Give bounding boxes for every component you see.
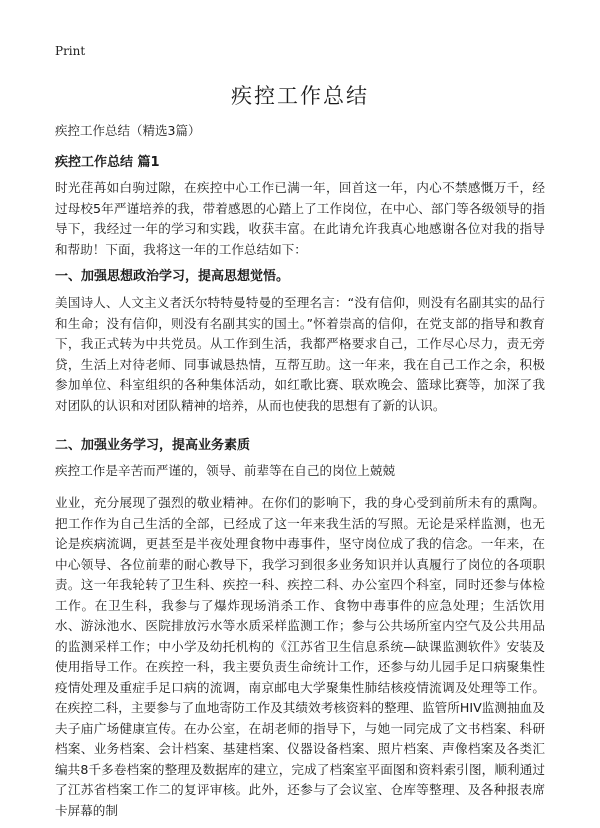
section-1-paragraph: 美国诗人、人文主义者沃尔特特曼特曼的至理名言：“没有信仰，则没有名副其实的品行和生命；没有信仰，则没有名副其实的国土。”怀着崇高的信仰，在党支部的指导和教育下，我正式转为中共党员。从工作到生活，我都严格要求自己，工作尽心尽力，责无旁贷，生活上对待老师、同事诚恳热情，互帮互助。这一年来，我在自己工作之余，积极参加单位、科室组织的各种集体活动，如红歌比赛、联欢晚会、篮球比赛等，加深了我对团队的认识和对团队精神的培养，从而也使我的思想有了新的认识。 <box>55 295 545 413</box>
intro-paragraph: 时光荏苒如白驹过隙，在疾控中心工作已满一年，回首这一年，内心不禁感慨万千，经过母校5年严谨培养的我，带着感恩的心踏上了工作岗位，在中心、部门等各级领导的指导下，我经过一年的学习和实践，收获丰富。在此请允许我真心地感谢各位对我的指导和帮助！下面，我将这一年的工作总结如下： <box>55 180 545 257</box>
section-1-heading: 一、加强思想政治学习，提高思想觉悟。 <box>55 269 290 284</box>
section-2-lead-paragraph: 疾控工作是辛苦而严谨的，领导、前辈等在自己的岗位上兢兢 <box>55 463 396 478</box>
section-2-heading: 二、加强业务学习，提高业务素质 <box>55 438 251 453</box>
document-title: 疾控工作总结 <box>231 84 369 108</box>
document-subtitle: 疾控工作总结（精选3篇） <box>55 123 201 138</box>
article-heading: 疾控工作总结 篇1 <box>55 155 160 170</box>
section-2-paragraph: 业业，充分展现了强烈的敬业精神。在你们的影响下，我的身心受到前所未有的熏陶。把工作作为自己生活的全部，已经成了这一年来我生活的写照。无论是采样监测，也无论是疾病流调，更甚至是半夜处理食物中毒事件，坚守岗位成了我的信念。一年来，在中心领导、各位前辈的耐心教导下，我学习到很多业务知识并认真履行了岗位的各项职责。这一年我轮转了卫生科、疾控一科、疾控二科、办公室四个科室，同时还参与体检工作。在卫生科，我参与了爆炸现场消杀工作、食物中毒事件的应急处理；生活饮用水、游泳池水、医院排放污水等水质采样监测工作；参与公共场所室内空气及公共用品的监测采样工作；中小学及幼托机构的《江苏省卫生信息系统—缺课监测软件》安装及使用指导工作。在疾控一科，我主要负责生命统计工作，还参与幼儿园手足口病聚集性疫情处理及重症手足口病的流调，南京邮电大学聚集性肺结核疫情流调及处理等工作。在疾控二科，主要参与了血地寄防工作及其绩效考核资料的整理、监管所HIV监测抽血及夫子庙广场健康宣传。在办公室，在胡老师的指导下，与她一同完成了文书档案、科研档案、业务档案、会计档案、基建档案、仪器设备档案、照片档案、声像档案及各类汇编共8千多卷档案的整理及数据库的建立，完成了档案室平面图和资料索引图，顺利通过了江苏省档案工作二的复评审核。此外，还参与了会议室、仓库等整理、及各种报表席卡屏幕的制 <box>55 495 545 818</box>
print-link[interactable]: Print <box>55 44 86 58</box>
